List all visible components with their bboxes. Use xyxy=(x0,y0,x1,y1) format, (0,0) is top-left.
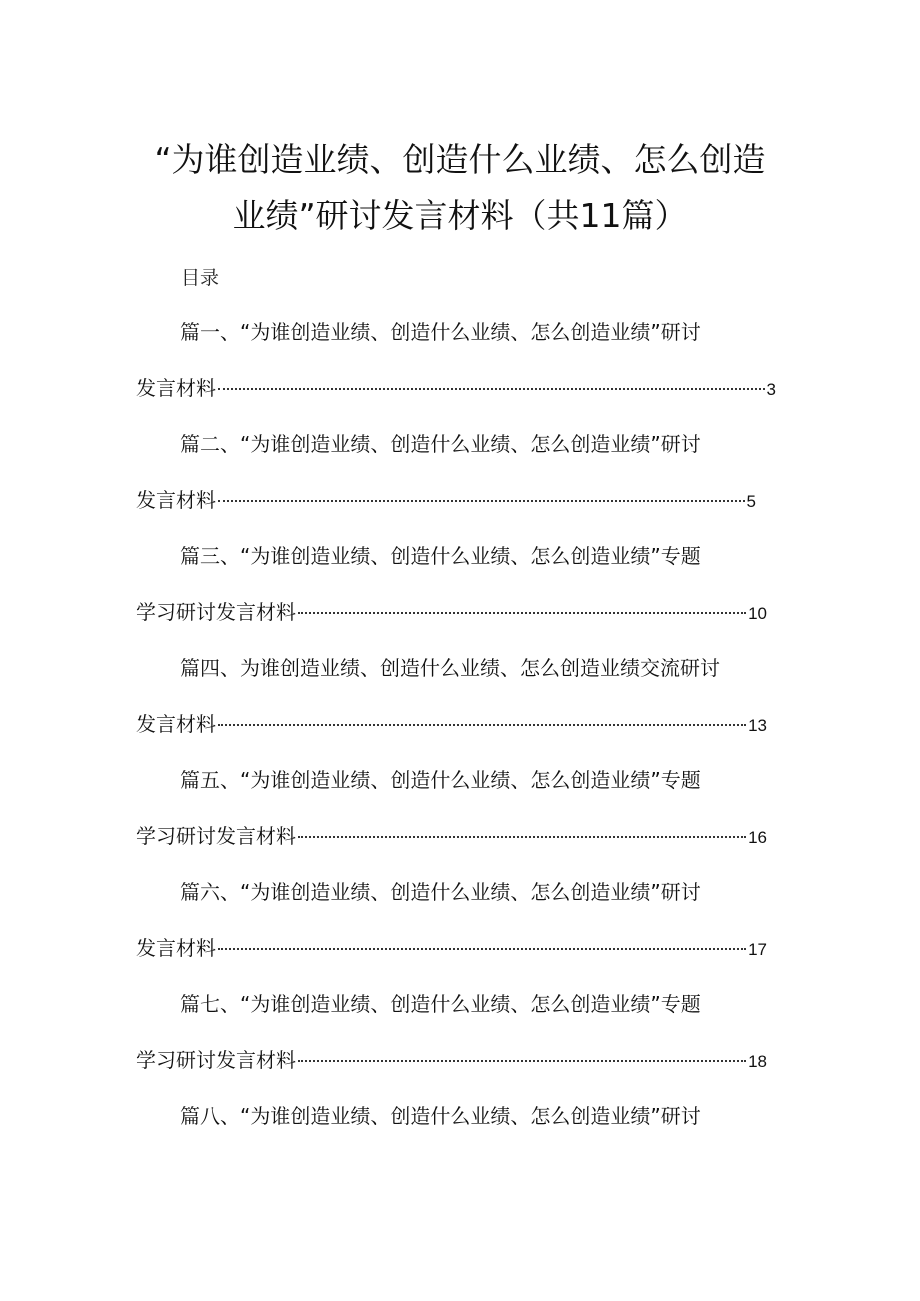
toc-leader-dots xyxy=(218,388,765,390)
toc-leader-dots xyxy=(218,724,746,726)
toc-entry-2-title[interactable]: 篇二、“为谁创造业绩、创造什么业绩、怎么创造业绩”研讨 xyxy=(180,432,701,456)
toc-heading: 目录 xyxy=(181,267,220,289)
toc-entry-2-title-end: 发言材料 xyxy=(136,488,216,512)
toc-entry-4-title[interactable]: 篇四、为谁创造业绩、创造什么业绩、怎么创造业绩交流研讨 xyxy=(180,656,720,680)
toc-entry-1-title-end: 发言材料 xyxy=(136,376,216,400)
toc-entry-5-continuation[interactable] xyxy=(136,822,767,850)
toc-entry-7-continuation[interactable] xyxy=(136,1046,767,1074)
toc-entry-6-title-end: 发言材料 xyxy=(136,936,216,960)
toc-entry-1-page: 3 xyxy=(766,380,776,399)
toc-leader-dots xyxy=(298,836,746,838)
toc-leader-dots xyxy=(218,948,746,950)
toc-entry-3-continuation[interactable] xyxy=(136,598,767,626)
toc-entry-6-title[interactable]: 篇六、“为谁创造业绩、创造什么业绩、怎么创造业绩”研讨 xyxy=(180,880,701,904)
toc-entry-4-page: 13 xyxy=(748,716,767,735)
toc-entry-5-title[interactable]: 篇五、“为谁创造业绩、创造什么业绩、怎么创造业绩”专题 xyxy=(180,768,701,792)
toc-entry-5-page: 16 xyxy=(748,828,767,847)
toc-entry-2-page: 5 xyxy=(746,492,756,511)
toc-leader-dots xyxy=(218,500,745,502)
toc-entry-4-continuation[interactable] xyxy=(136,710,767,738)
toc-entry-3-title[interactable]: 篇三、“为谁创造业绩、创造什么业绩、怎么创造业绩”专题 xyxy=(180,544,701,568)
toc-entry-4-title-end: 发言材料 xyxy=(136,712,216,736)
toc-entry-1-continuation[interactable] xyxy=(136,374,776,402)
toc-entry-1-title[interactable]: 篇一、“为谁创造业绩、创造什么业绩、怎么创造业绩”研讨 xyxy=(180,320,701,344)
toc-leader-dots xyxy=(298,1060,746,1062)
toc-entry-6-page: 17 xyxy=(748,940,767,959)
toc-entry-7-page: 18 xyxy=(748,1052,767,1071)
toc-entry-2-continuation[interactable] xyxy=(136,486,756,514)
toc-entry-8-title[interactable]: 篇八、“为谁创造业绩、创造什么业绩、怎么创造业绩”研讨 xyxy=(180,1104,701,1128)
toc-entry-3-title-end: 学习研讨发言材料 xyxy=(136,600,296,624)
toc-entry-7-title-end: 学习研讨发言材料 xyxy=(136,1048,296,1072)
toc-entry-7-title[interactable]: 篇七、“为谁创造业绩、创造什么业绩、怎么创造业绩”专题 xyxy=(180,992,701,1016)
toc-leader-dots xyxy=(298,612,746,614)
toc-entry-6-continuation[interactable] xyxy=(136,934,767,962)
title-line-1: “为谁创造业绩、创造什么业绩、怎么创造 xyxy=(154,140,766,179)
toc-entry-3-page: 10 xyxy=(748,604,767,623)
document-title xyxy=(100,132,820,244)
title-line-2: 业绩”研讨发言材料（共11篇） xyxy=(232,196,688,235)
toc-entry-5-title-end: 学习研讨发言材料 xyxy=(136,824,296,848)
